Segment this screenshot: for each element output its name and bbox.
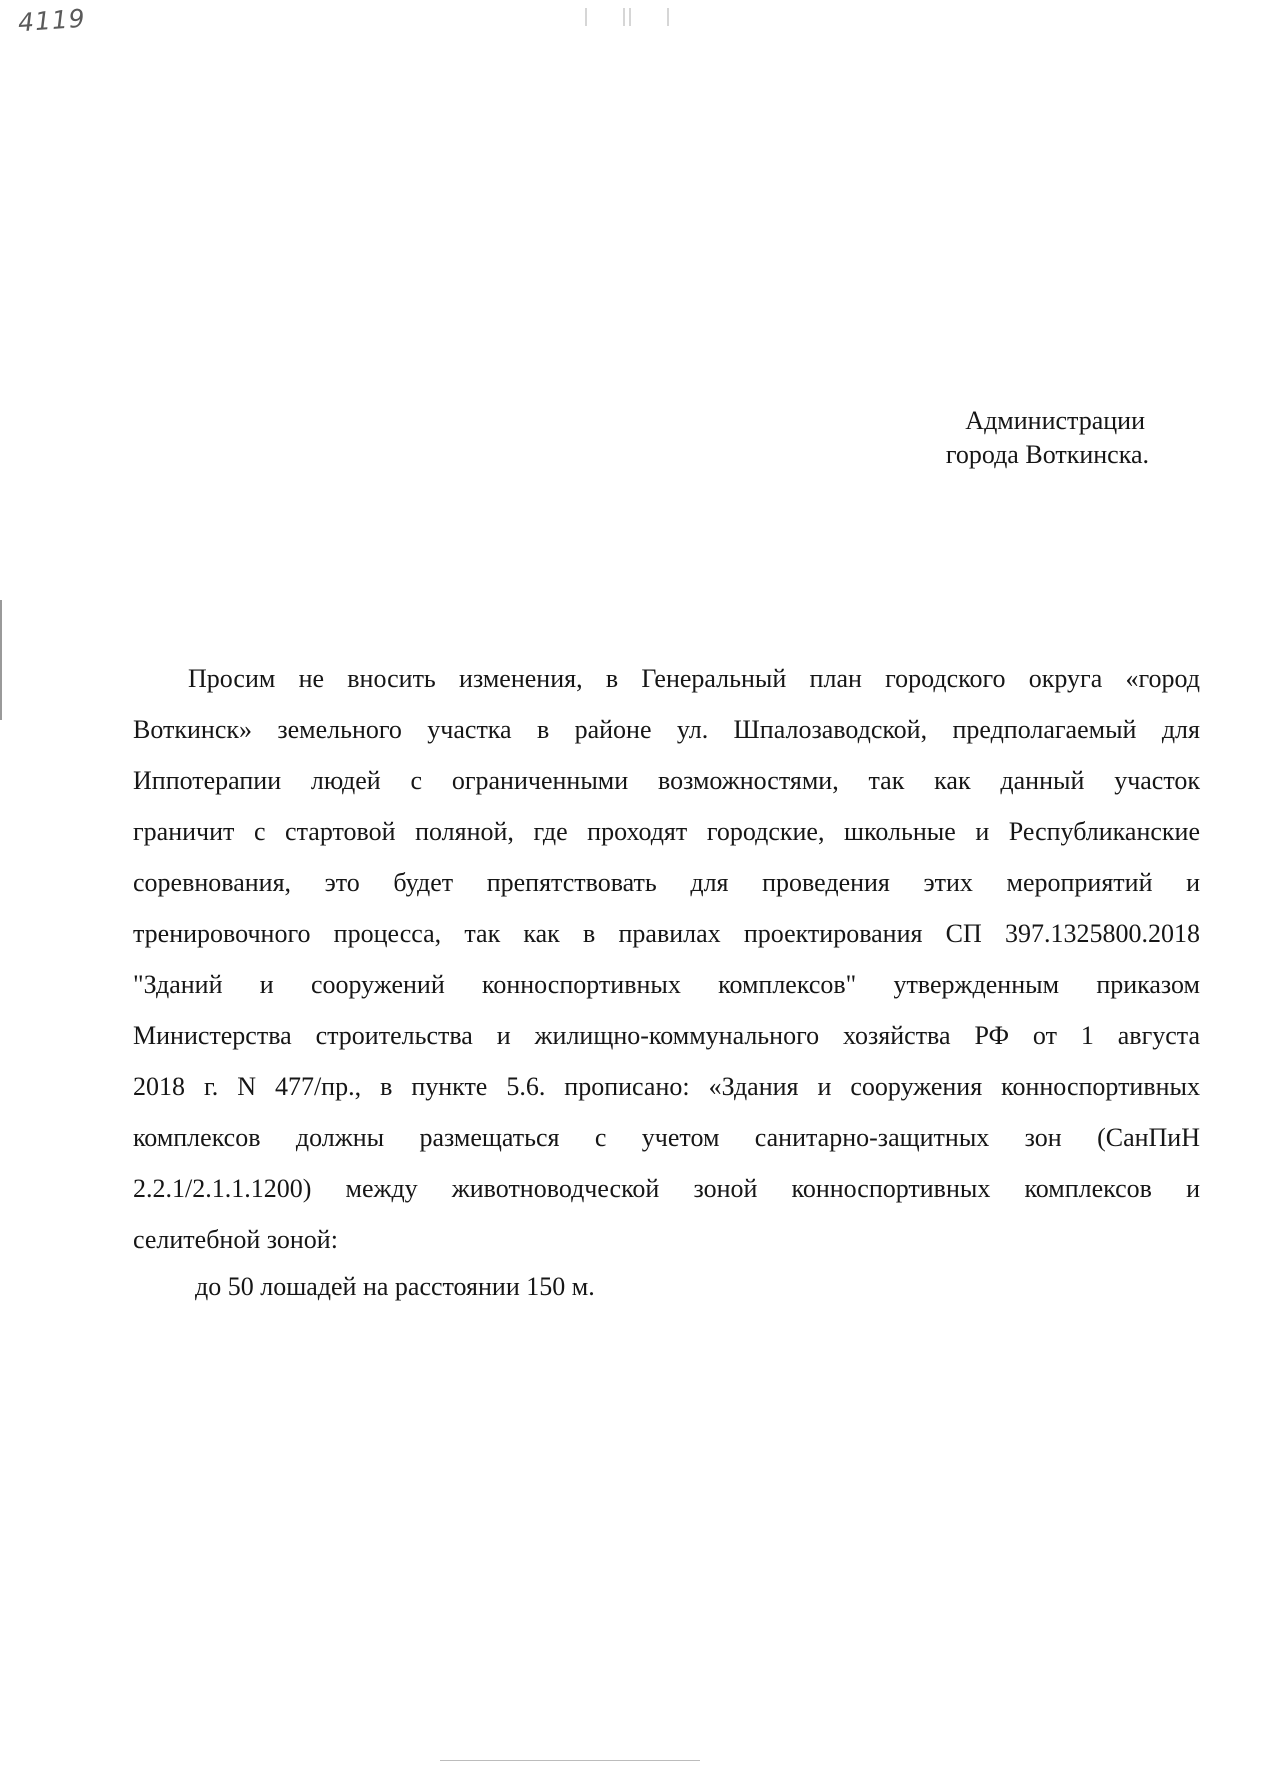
body-line-indented: до 50 лошадей на расстоянии 150 м. [195,1272,595,1301]
scan-artifact-top [585,8,675,28]
body-line: Иппотерапии людей с ограниченными возможностями, так как данный участок [133,766,1200,795]
addressee-block [946,404,1149,472]
letter-body [133,653,1200,1312]
body-line: комплексов должны размещаться с учетом санитарно-защитных зон (СанПиН [133,1123,1200,1152]
body-line: 2.2.1/2.1.1.1200) между животноводческой зоной конноспортивных комплексов и [133,1174,1200,1203]
scan-edge-bottom [440,1760,700,1761]
body-line: тренировочного процесса, так как в правилах проектирования СП 397.1325800.2018 [133,919,1200,948]
body-line: селитебной зоной: [133,1225,338,1254]
body-line: Просим не вносить изменения, в Генеральный план городского округа «город [188,664,1200,693]
scan-edge-left [0,600,2,720]
body-line: Воткинск» земельного участка в районе ул. Шпалозаводской, предполагаемый для [133,715,1200,744]
body-line: соревнования, это будет препятствовать для проведения этих мероприятий и [133,868,1200,897]
body-line: граничит с стартовой поляной, где проходят городские, школьные и Республиканские [133,817,1200,846]
body-line: Министерства строительства и жилищно-коммунального хозяйства РФ от 1 августа [133,1021,1200,1050]
body-line: 2018 г. N 477/пр., в пункте 5.6. прописано: «Здания и сооружения конноспортивных [133,1072,1200,1101]
body-line: "Зданий и сооружений конноспортивных комплексов" утвержденным приказом [133,970,1200,999]
addressee-line-1: Администрации [965,406,1145,435]
handwritten-registration-number: 4119 [17,3,87,38]
addressee-line-2: города Воткинска. [945,440,1149,469]
